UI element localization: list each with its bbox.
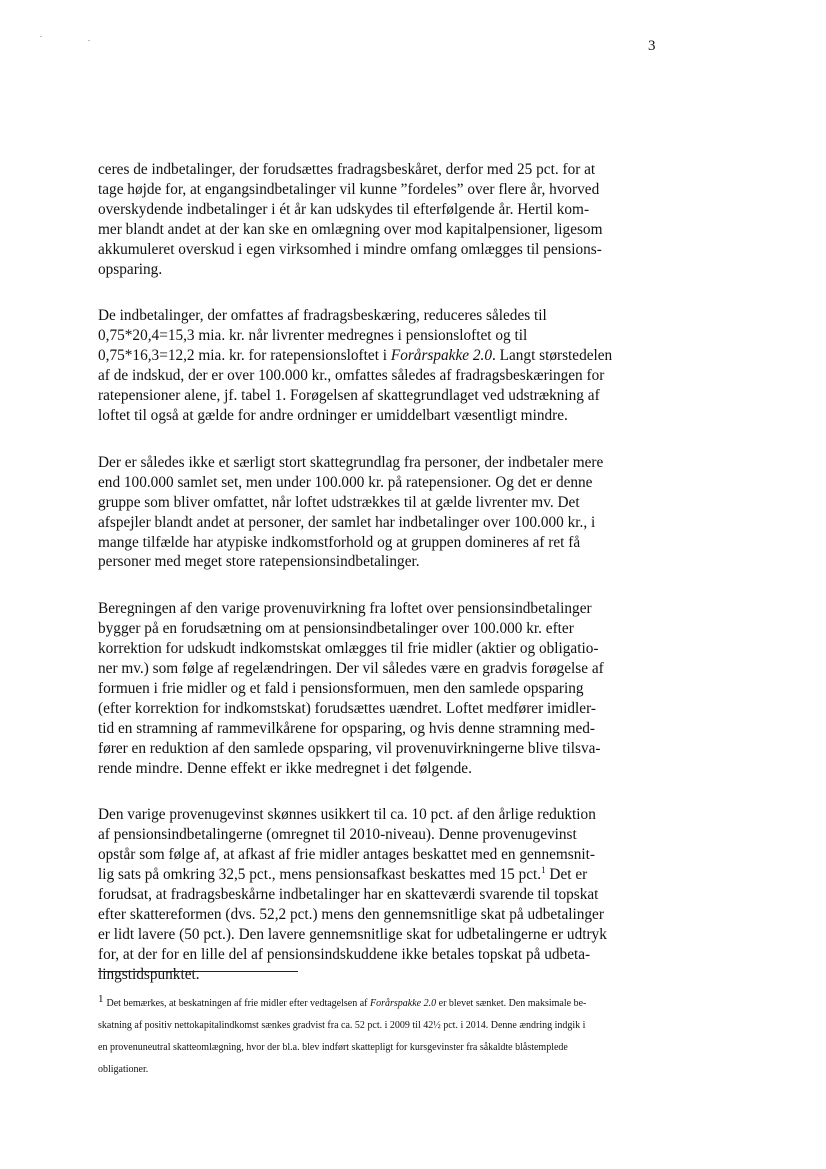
text-line: fører en reduktion af den samlede opsparing, vil provenuvirkningerne blive tilsva- [98,739,601,757]
footnote-line [98,988,638,1015]
text-segment: lig sats på omkring 32,5 pct., mens pensionsafkast beskattes med 15 pct. [98,866,542,884]
paragraph-5 [98,805,678,984]
footnote-line: skatning af positiv nettokapitalindkomst sænkes gradvist fra ca. 52 pct. i 2009 til 42½ pct. i 2014. Denne ændring indgik i [98,1020,586,1031]
body-text [98,160,678,1012]
text-line: rende mindre. Denne effekt er ikke medregnet i det følgende. [98,759,472,777]
text-line: efter skattereformen (dvs. 52,2 pct.) mens den gennemsnitlige skat på udbetalinger [98,906,604,923]
text-line: tid en stramning af rammevilkårene for opsparing, og hvis denne stramning med- [98,719,596,737]
text-segment: 0,75*16,3=12,2 mia. kr. for ratepensionsloftet i [98,347,391,365]
text-segment: Det bemærkes, at beskatningen af frie midler efter vedtagelsen af [106,998,371,1009]
text-line: forudsat, at fradragsbeskårne indbetalinger har en skatteværdi svarende til topskat [98,886,599,904]
paragraph-4 [98,599,678,778]
footnote-line: en provenuneutral skatteomlægning, hvor der bl.a. blev indført skattepligt for kursgevinster fra såkaldte blåstemplede [98,1042,568,1053]
publication-title: Forårspakke 2.0 [370,998,437,1009]
text-line: De indbetalinger, der omfattes af fradragsbeskæring, reduceres således til [98,307,547,325]
text-line: Den varige provenugevinst skønnes usikkert til ca. 10 pct. af den årlige reduktion [98,806,596,824]
footnote-reference[interactable]: 1 [541,865,546,876]
paragraph-2 [98,306,678,425]
text-segment: er blevet sænket. Den maksimale be- [436,998,587,1009]
text-line: ner mv.) som følge af regelændringen. Der vil således være en gradvis forøgelse af [98,660,604,678]
text-line: mer blandt andet at der kan ske en omlægning over mod kapitalpensioner, ligesom [98,220,603,238]
text-line [98,865,678,885]
text-line: ratepensioner alene, jf. tabel 1. Forøgelsen af skattegrundlaget ved udstrækning af [98,387,600,405]
footnote-line: obligationer. [98,1064,149,1075]
text-line: 0,75*20,4=15,3 mia. kr. når livrenter medregnes i pensionsloftet og til [98,327,528,345]
text-line: af de indskud, der er over 100.000 kr., omfattes således af fradragsbeskæringen for [98,367,605,385]
text-line: akkumuleret overskud i egen virksomhed i mindre omfang omlægges til pensions- [98,240,602,258]
text-segment: Det er [545,866,588,884]
paragraph-3 [98,453,678,572]
text-line: bygger på en forudsætning om at pensionsindbetalinger over 100.000 kr. efter [98,620,574,638]
text-line: Beregningen af den varige provenuvirkning fra loftet over pensionsindbetalinger [98,600,592,618]
text-line: loftet til også at gælde for andre ordninger er umiddelbart væsentligt mindre. [98,406,568,424]
text-line: er lidt lavere (50 pct.). Den lavere gennemsnitlige skat for udbetalingerne er udtryk [98,925,607,943]
text-line: personer med meget store ratepensionsindbetalinger. [98,553,420,571]
text-line [98,346,678,366]
text-line: mange tilfælde har atypiske indkomstforhold og at gruppen domineres af ret få [98,533,581,551]
text-line: opstår som følge af, at afkast af frie midler antages beskattet med en gennemsnit- [98,846,595,864]
text-segment: . Langt størstedelen [491,347,613,365]
scan-speck [40,36,42,37]
footnote-divider [98,971,298,972]
footnote-number: 1 [98,993,104,1005]
text-line: afspejler blandt andet at personer, der samlet har indbetalinger over 100.000 kr., i [98,513,596,531]
paragraph-1 [98,160,678,279]
text-line: af pensionsindbetalingerne (omregnet til 2010-niveau). Denne provenugevinst [98,826,577,844]
text-line: ceres de indbetalinger, der forudsættes fradragsbeskåret, derfor med 25 pct. for at [98,161,596,178]
text-line: lingstidspunktet. [98,965,200,983]
text-line: tage højde for, at engangsindbetalinger vil kunne ”fordeles” over flere år, hvorved [98,180,600,198]
text-line: (efter korrektion for indkomstskat) forudsættes uændret. Loftet medfører imidler- [98,699,596,717]
footnote [98,988,638,1081]
text-line: opsparing. [98,260,163,278]
text-line: korrektion for udskudt indkomstskat omlægges til frie midler (aktier og obligatio- [98,640,599,658]
text-line: overskydende indbetalinger i ét år kan udskydes til efterfølgende år. Hertil kom- [98,200,590,218]
scan-speck [88,40,90,41]
text-line: formuen i frie midler og et fald i pensionsformuen, men den samlede opsparing [98,679,584,697]
text-line: Der er således ikke et særligt stort skattegrundlag fra personer, der indbetaler mere [98,453,604,471]
text-line: for, at der for en lille del af pensionsindskuddene ikke betales topskat på udbeta- [98,945,591,963]
text-line: gruppe som bliver omfattet, når loftet udstrækkes til at gælde livrenter mv. Det [98,493,580,511]
text-line: end 100.000 samlet set, men under 100.000 kr. på ratepensioner. Og det er denne [98,473,593,491]
publication-title: Forårspakke 2.0 [390,347,492,365]
page-number: 3 [648,38,656,54]
